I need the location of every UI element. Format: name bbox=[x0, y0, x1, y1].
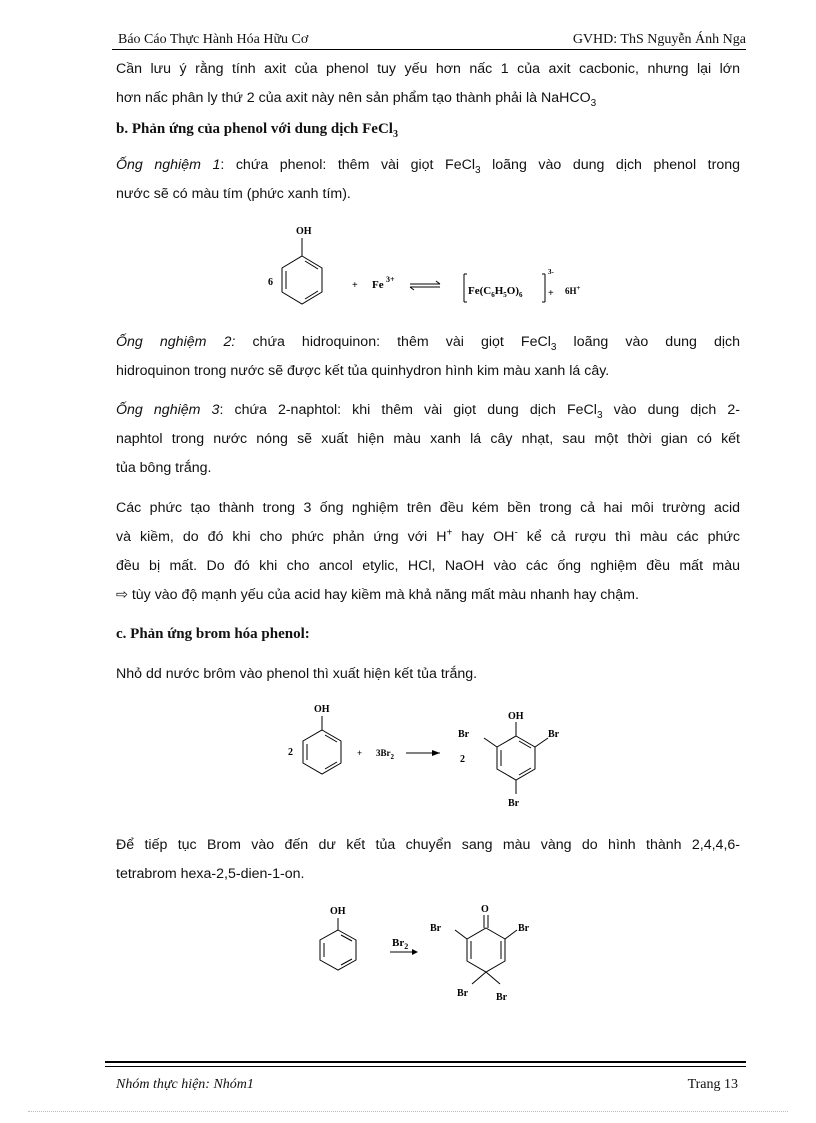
figure-phenol-fecl3-reaction bbox=[260, 222, 600, 312]
svg-text:Br: Br bbox=[548, 729, 560, 740]
paragraph-complex-stability bbox=[116, 494, 740, 610]
text-line: Cần lưu ý rằng tính axit của phenol tuy yếu hơn nấc 1 của axit cacbonic, nhưng lại lớn bbox=[116, 61, 740, 77]
page-number: Trang 13 bbox=[687, 1077, 738, 1092]
paragraph-test-tube-1 bbox=[116, 151, 740, 209]
coefficient: 6 bbox=[268, 277, 273, 288]
paragraph-acid-note bbox=[116, 55, 740, 113]
text-line: Ống nghiệm 1: chứa phenol: thêm vài giọt FeCl$_3$ loãng vào dung dịch phenol trong bbox=[116, 157, 740, 176]
footer-rule-thick bbox=[105, 1061, 746, 1063]
svg-text:Br: Br bbox=[508, 798, 520, 809]
footer-rule-thin bbox=[105, 1066, 746, 1067]
figure-tetrabromo-formation bbox=[300, 900, 560, 1012]
figure-phenol-bromination bbox=[280, 700, 580, 815]
plus-sign: + bbox=[352, 280, 358, 291]
paragraph-test-tube-3 bbox=[116, 396, 740, 483]
benzene-ring-icon bbox=[282, 256, 322, 304]
text-line: tủa bông trắng. bbox=[116, 460, 212, 476]
svg-text:Br: Br bbox=[457, 988, 469, 999]
svg-text:OH: OH bbox=[330, 906, 346, 917]
svg-text:Br: Br bbox=[496, 992, 508, 1003]
text-line: hidroquinon trong nước sẽ được kết tủa quinhydron hình kim màu xanh lá cây. bbox=[116, 363, 610, 379]
svg-text:Br: Br bbox=[430, 923, 442, 934]
paragraph-bromination: Nhỏ dd nước brôm vào phenol thì xuất hiện kết tủa trắng. bbox=[116, 666, 478, 682]
svg-text:OH: OH bbox=[508, 711, 524, 722]
text-line: Ống nghiệm 2: chứa hidroquinon: thêm vài giọt FeCl$_3$ loãng vào dung dịch bbox=[116, 334, 740, 353]
text-line: Ống nghiệm 3: chứa 2-naphtol: khi thêm vài giọt dung dịch FeCl$_3$ vào dung dịch 2- bbox=[116, 402, 740, 421]
text-line: ⇨ tùy vào độ mạnh yếu của acid hay kiềm mà khả năng mất màu nhanh hay chậm. bbox=[116, 587, 639, 603]
iron-ion: Fe bbox=[372, 279, 384, 291]
benzene-ring-icon bbox=[320, 930, 356, 970]
paragraph-excess-bromine bbox=[116, 831, 740, 889]
text-line: nước sẽ có màu tím (phức xanh tím). bbox=[116, 186, 351, 202]
text-line: naphtol trong nước nóng sẽ xuất hiện màu xanh lá cây nhạt, sau một thời gian có kết bbox=[116, 431, 740, 447]
header-rule bbox=[112, 49, 746, 50]
page-boundary bbox=[28, 1111, 788, 1112]
svg-text:Br: Br bbox=[458, 729, 470, 740]
page-header bbox=[112, 32, 746, 50]
svg-text:Br: Br bbox=[518, 923, 530, 934]
svg-text:2: 2 bbox=[460, 754, 465, 765]
oh-label: OH bbox=[296, 226, 312, 237]
text-line: Các phức tạo thành trong 3 ống nghiệm trên đều kém bền trong cả hai môi trường acid bbox=[116, 500, 740, 516]
text-line: hơn nấc phân ly thứ 2 của axit này nên sản phẩm tạo thành phải là NaHCO$_3$ bbox=[116, 90, 597, 109]
bromine-reagent: $Br_2$ bbox=[392, 937, 409, 951]
hydrogen-ions: 6H+ bbox=[565, 284, 581, 296]
header-supervisor: GVHD: ThS Nguyễn Ánh Nga bbox=[572, 32, 746, 47]
footer-group: Nhóm thực hiện: Nhóm1 bbox=[116, 1077, 254, 1092]
bromine-reagent: $3Br_2$ bbox=[376, 748, 394, 761]
svg-text:+: + bbox=[357, 748, 363, 758]
text-line: đều bị mất. Do đó khi cho ancol etylic, HCl, NaOH vào các ống nghiệm đều mất màu bbox=[116, 558, 740, 574]
svg-text:+: + bbox=[548, 288, 554, 299]
section-heading-b: b. Phản ứng của phenol với dung dịch FeCl$_3$ bbox=[116, 121, 398, 140]
complex-formula: $Fe(C_6H_5O)_6$ bbox=[468, 285, 523, 299]
paragraph-test-tube-2 bbox=[116, 328, 740, 386]
text-line: tetrabrom hexa-2,5-dien-1-on. bbox=[116, 866, 305, 882]
svg-text:O: O bbox=[481, 904, 489, 915]
benzene-ring-icon bbox=[497, 736, 535, 780]
arrow-right-icon: ⇨ bbox=[116, 587, 128, 603]
cyclohexadienone-ring-icon bbox=[467, 928, 505, 972]
svg-text:3-: 3- bbox=[548, 268, 554, 276]
benzene-ring-icon bbox=[303, 730, 341, 774]
svg-text:2: 2 bbox=[288, 747, 293, 758]
text-line: Để tiếp tục Brom vào đến dư kết tủa chuyển sang màu vàng do hình thành 2,4,4,6- bbox=[116, 837, 740, 853]
header-title: Báo Cáo Thực Hành Hóa Hữu Cơ bbox=[118, 32, 309, 47]
text-line: và kiềm, do đó khi cho phức phản ứng với H+ hay OH- kể cả rượu thì màu các phức bbox=[116, 527, 740, 545]
svg-text:3+: 3+ bbox=[386, 275, 395, 284]
svg-text:OH: OH bbox=[314, 704, 330, 715]
section-heading-c: c. Phản ứng brom hóa phenol: bbox=[116, 626, 310, 642]
